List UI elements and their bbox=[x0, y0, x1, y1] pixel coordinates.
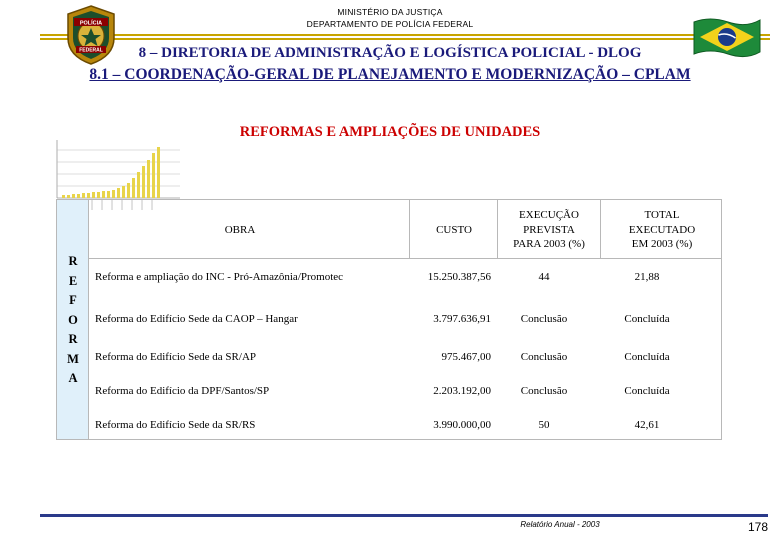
side-letter: E bbox=[68, 273, 78, 288]
header-total-line3: EM 2003 (%) bbox=[631, 238, 693, 250]
cell-custo: 2.203.192,00 bbox=[433, 385, 491, 397]
header-total-line1: TOTAL bbox=[644, 209, 680, 221]
side-label-column bbox=[57, 200, 89, 439]
header-obra: OBRA bbox=[224, 224, 256, 236]
cell-execucao: Conclusão bbox=[520, 313, 568, 325]
cell-execucao: 50 bbox=[538, 419, 550, 431]
header-custo: CUSTO bbox=[436, 224, 472, 236]
footer-rule bbox=[40, 514, 768, 517]
section-title: REFORMAS E AMPLIAÇÕES DE UNIDADES bbox=[239, 124, 541, 140]
side-letter: R bbox=[68, 254, 78, 268]
header-rule-top bbox=[40, 34, 770, 36]
side-letter: R bbox=[68, 332, 78, 346]
header-divider bbox=[409, 200, 410, 258]
cell-total: Concluída bbox=[624, 313, 670, 325]
cell-obra: Reforma e ampliação do INC - Pró-Amazônia/Promotec bbox=[95, 271, 344, 283]
side-letter: A bbox=[68, 371, 78, 385]
logo-text-top: POLÍCIA bbox=[79, 20, 103, 27]
side-letter: M bbox=[67, 351, 79, 366]
cell-execucao: Conclusão bbox=[520, 351, 568, 363]
cell-obra: Reforma do Edifício da DPF/Santos/SP bbox=[95, 385, 270, 397]
side-label-letters bbox=[57, 252, 89, 389]
ministry-heading: MINISTÉRIO DA JUSTIÇA bbox=[337, 7, 443, 17]
cell-total: Concluída bbox=[624, 351, 670, 363]
header-total bbox=[603, 208, 721, 252]
cell-execucao: Conclusão bbox=[520, 385, 568, 397]
department-heading: DEPARTAMENTO DE POLÍCIA FEDERAL bbox=[306, 19, 474, 29]
header-divider bbox=[497, 200, 498, 258]
cell-total: 21,88 bbox=[634, 271, 660, 283]
cell-total: 42,61 bbox=[634, 419, 660, 431]
cell-execucao: 44 bbox=[538, 271, 550, 283]
cell-custo: 15.250.387,56 bbox=[427, 271, 491, 283]
coordination-title: 8.1 – COORDENAÇÃO-GERAL DE PLANEJAMENTO E MODERNIZAÇÃO – CPLAM bbox=[89, 66, 691, 83]
cell-custo: 3.990.000,00 bbox=[433, 419, 491, 431]
page-number: 178 bbox=[747, 520, 768, 534]
cell-obra: Reforma do Edifício Sede da CAOP – Hangar bbox=[95, 313, 298, 325]
header-execucao bbox=[500, 208, 598, 252]
header-bottom-border bbox=[89, 258, 721, 259]
side-letter: O bbox=[68, 312, 78, 327]
header-execucao-line3: PARA 2003 (%) bbox=[513, 238, 585, 250]
report-label: Relatório Anual - 2003 bbox=[520, 520, 600, 529]
header-execucao-line1: EXECUÇÃO bbox=[519, 209, 579, 221]
cell-custo: 975.467,00 bbox=[441, 351, 491, 363]
cell-obra: Reforma do Edifício Sede da SR/AP bbox=[95, 351, 257, 363]
header-total-line2: EXECUTADO bbox=[628, 223, 696, 236]
header-divider bbox=[600, 200, 601, 258]
logo-text-bottom: FEDERAL bbox=[79, 47, 103, 54]
cell-custo: 3.797.636,91 bbox=[433, 313, 491, 325]
header-rule-bottom bbox=[40, 38, 770, 40]
side-letter: F bbox=[69, 293, 77, 307]
renovations-table bbox=[56, 199, 722, 440]
cell-obra: Reforma do Edifício Sede da SR/RS bbox=[95, 419, 256, 431]
header-execucao-line2: PREVISTA bbox=[523, 223, 575, 236]
directorate-title: 8 – DIRETORIA DE ADMINISTRAÇÃO E LOGÍSTICA POLICIAL - DLOG bbox=[138, 45, 642, 61]
cell-total: Concluída bbox=[624, 385, 670, 397]
